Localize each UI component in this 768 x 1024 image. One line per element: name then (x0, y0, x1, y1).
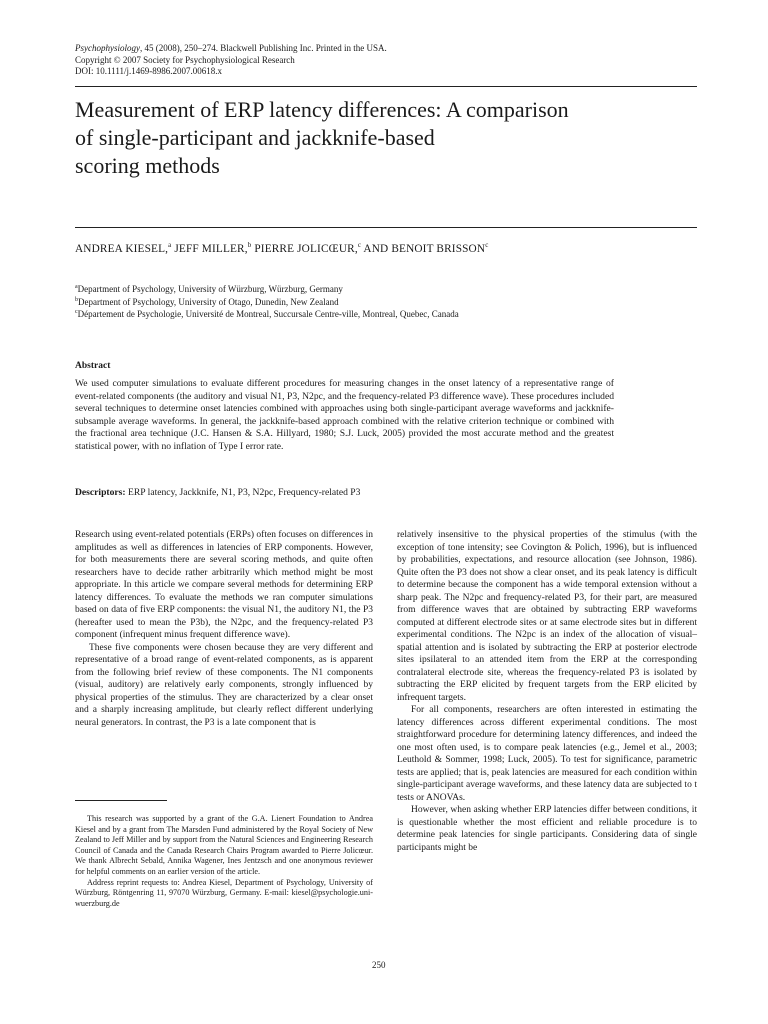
journal-name: Psychophysiology (75, 43, 140, 53)
title-line: Measurement of ERP latency differences: A comparison (75, 97, 569, 122)
author-name: PIERRE JOLICŒUR, (251, 242, 358, 255)
doi-line[interactable]: DOI: 10.1111/j.1469-8986.2007.00618.x (75, 66, 222, 76)
copyright-line: Copyright © 2007 Society for Psychophysiological Research (75, 54, 295, 65)
body-paragraph: However, when asking whether ERP latencies differ between conditions, it is questionable whether the most efficient and reliable procedure is to determine peak latencies for single participants. Considering data of single participants might be (397, 805, 697, 853)
author-name: ANDREA KIESEL, (75, 242, 169, 255)
footnote-rule (75, 800, 167, 801)
abstract-heading: Abstract (75, 361, 111, 371)
affiliation (75, 282, 459, 295)
descriptors (75, 487, 635, 499)
affiliation-text: Département de Psychologie, Université de Montreal, Succursale Centre-ville, Montreal, Quebec, Canada (77, 309, 459, 319)
header-rule (75, 86, 697, 87)
article-title (75, 96, 675, 180)
affiliation-text: Department of Psychology, University of Würzburg, Würzburg, Germany (77, 284, 343, 294)
body-paragraph: These five components were chosen because they are very different and representative of a broad range of event-related components, as is apparent from the following brief review of these components. The N1 components (visual, auditory) are relatively early components, strongly influenced by physical properties of the stimulus. They are characterized by a clear onset and a sharply increasing amplitude, but clearly reflect different underlying neural generators. In contrast, the P3 is a late component that is (75, 642, 373, 728)
affiliation-mark: a (75, 284, 78, 290)
journal-citation (75, 43, 387, 55)
body-paragraph: For all components, researchers are often interested in estimating the latency differences across different experimental conditions. The most straightforward procedure for determining latency differences, and indeed the one most often used, is to compare peak latencies (e.g., Jemel et al., 2003; Leuthold & Sommer, 1998; Luck, 2005). To test for significance, parametric tests are applied; that is, peak latencies are measured for each condition within single-participant average waveforms, and these latency data are subjected to t tests or ANOVAs. (397, 705, 697, 803)
journal-issue: , 45 (2008), 250–274. Blackwell Publishing Inc. Printed in the USA. (139, 43, 387, 53)
title-line: scoring methods (75, 153, 220, 178)
author-affil-mark: c (485, 241, 489, 249)
body-paragraph: Research using event-related potentials (ERPs) often focuses on differences in amplitudes as well as differences in latencies of ERP components. However, for both measurements there are several scoring methods, and quite often researchers have to decide rather arbitrarily which method might be most appropriate. In this article we compare several methods for determining ERP latency differences. To evaluate the methods we ran computer simulations based on data of five ERP components: the visual N1, the auditory N1, the P3 (hereafter used to mean the P3b), the N2pc, and the frequency-related P3 component (infrequent minus frequent difference wave). (75, 530, 373, 640)
affiliation (75, 295, 459, 308)
body-column-left (75, 529, 373, 729)
affiliations (75, 282, 459, 320)
body-column-right (397, 529, 697, 854)
title-line: of single-participant and jackknife-based (75, 125, 435, 150)
body-paragraph: relatively insensitive to the physical properties of the stimulus (with the exception of tone intensity; see Covington & Polich, 1996), but is influenced by probabilities, expectations, and resource allocation (see Johnson, 1986). Quite often the P3 does not show a clear onset, and its peak latency is difficult to determine because the component has a wide temporal extension without a sharp peak. The N2pc and frequency-related P3, for their part, are measured from difference waves that are obtained by subtracting ERP waveforms computed at different electrode sites or at same electrode sites but in different experimental conditions. The N2pc is an index of the allocation of visual–spatial attention and is isolated by subtracting the ERP at posterior electrode sites ipsilateral to an attended item from the ERP at the corresponding contralateral electrode site, whereas the frequency-related P3 is isolated by subtracting the ERP elicited by frequent targets from the ERP elicited by infrequent targets. (397, 530, 697, 703)
author-name: JEFF MILLER, (171, 242, 248, 255)
footnotes (75, 814, 373, 909)
author-list (75, 238, 488, 256)
abstract-text: We used computer simulations to evaluate different procedures for measuring changes in the onset latency of a representative range of event-related components (the auditory and visual N1, P3, N2pc, and the frequency-related P3 difference wave). These procedures included several techniques to determine onset latencies combined with approaches using both single-participant average waveforms and jackknife-subsample average waveforms. In general, the jackknife-based approach combined with the relative criterion technique or combined with the fractional area technique (J.C. Hansen & S.A. Hillyard, 1980; S.J. Luck, 2005) provided the most accurate method and the greatest statistical power, with no inflation of Type I error rate. (75, 378, 614, 452)
author-affil-mark: c (357, 241, 362, 249)
affiliation (75, 307, 459, 320)
journal-header (75, 43, 387, 78)
title-rule (75, 227, 697, 228)
footnote-funding: This research was supported by a grant of the G.A. Lienert Foundation to Andrea Kiesel and by a grant from The Marsden Fund administered by the Royal Society of New Zealand to Jeff Miller and by support from the Natural Sciences and Engineering Research Council of Canada and the Canada Research Chairs Program awarded to Pierre Jolicœur. We thank Albrecht Sebald, Annika Wagener, Ines Jentzsch and one anonymous reviewer for helpful comments on an earlier version of the article. (75, 814, 373, 876)
affiliation-mark: b (75, 296, 78, 303)
affiliation-mark: c (75, 309, 78, 315)
author-affil-mark: b (247, 241, 252, 249)
descriptors-label: Descriptors: (75, 487, 126, 498)
author-affil-mark: a (168, 241, 172, 249)
page-number: 250 (372, 960, 386, 970)
descriptors-text: ERP latency, Jackknife, N1, P3, N2pc, Frequency-related P3 (125, 487, 361, 498)
author-name: AND BENOIT BRISSON (361, 242, 486, 255)
footnote-reprint: Address reprint requests to: Andrea Kiesel, Department of Psychology, University of Würzburg, Röntgenring 11, 97070 Würzburg, Germany. E-mail: kiesel@psychologie.uni-wuerzburg.de (75, 877, 373, 908)
affiliation-text: Department of Psychology, University of Otago, Dunedin, New Zealand (78, 296, 339, 307)
